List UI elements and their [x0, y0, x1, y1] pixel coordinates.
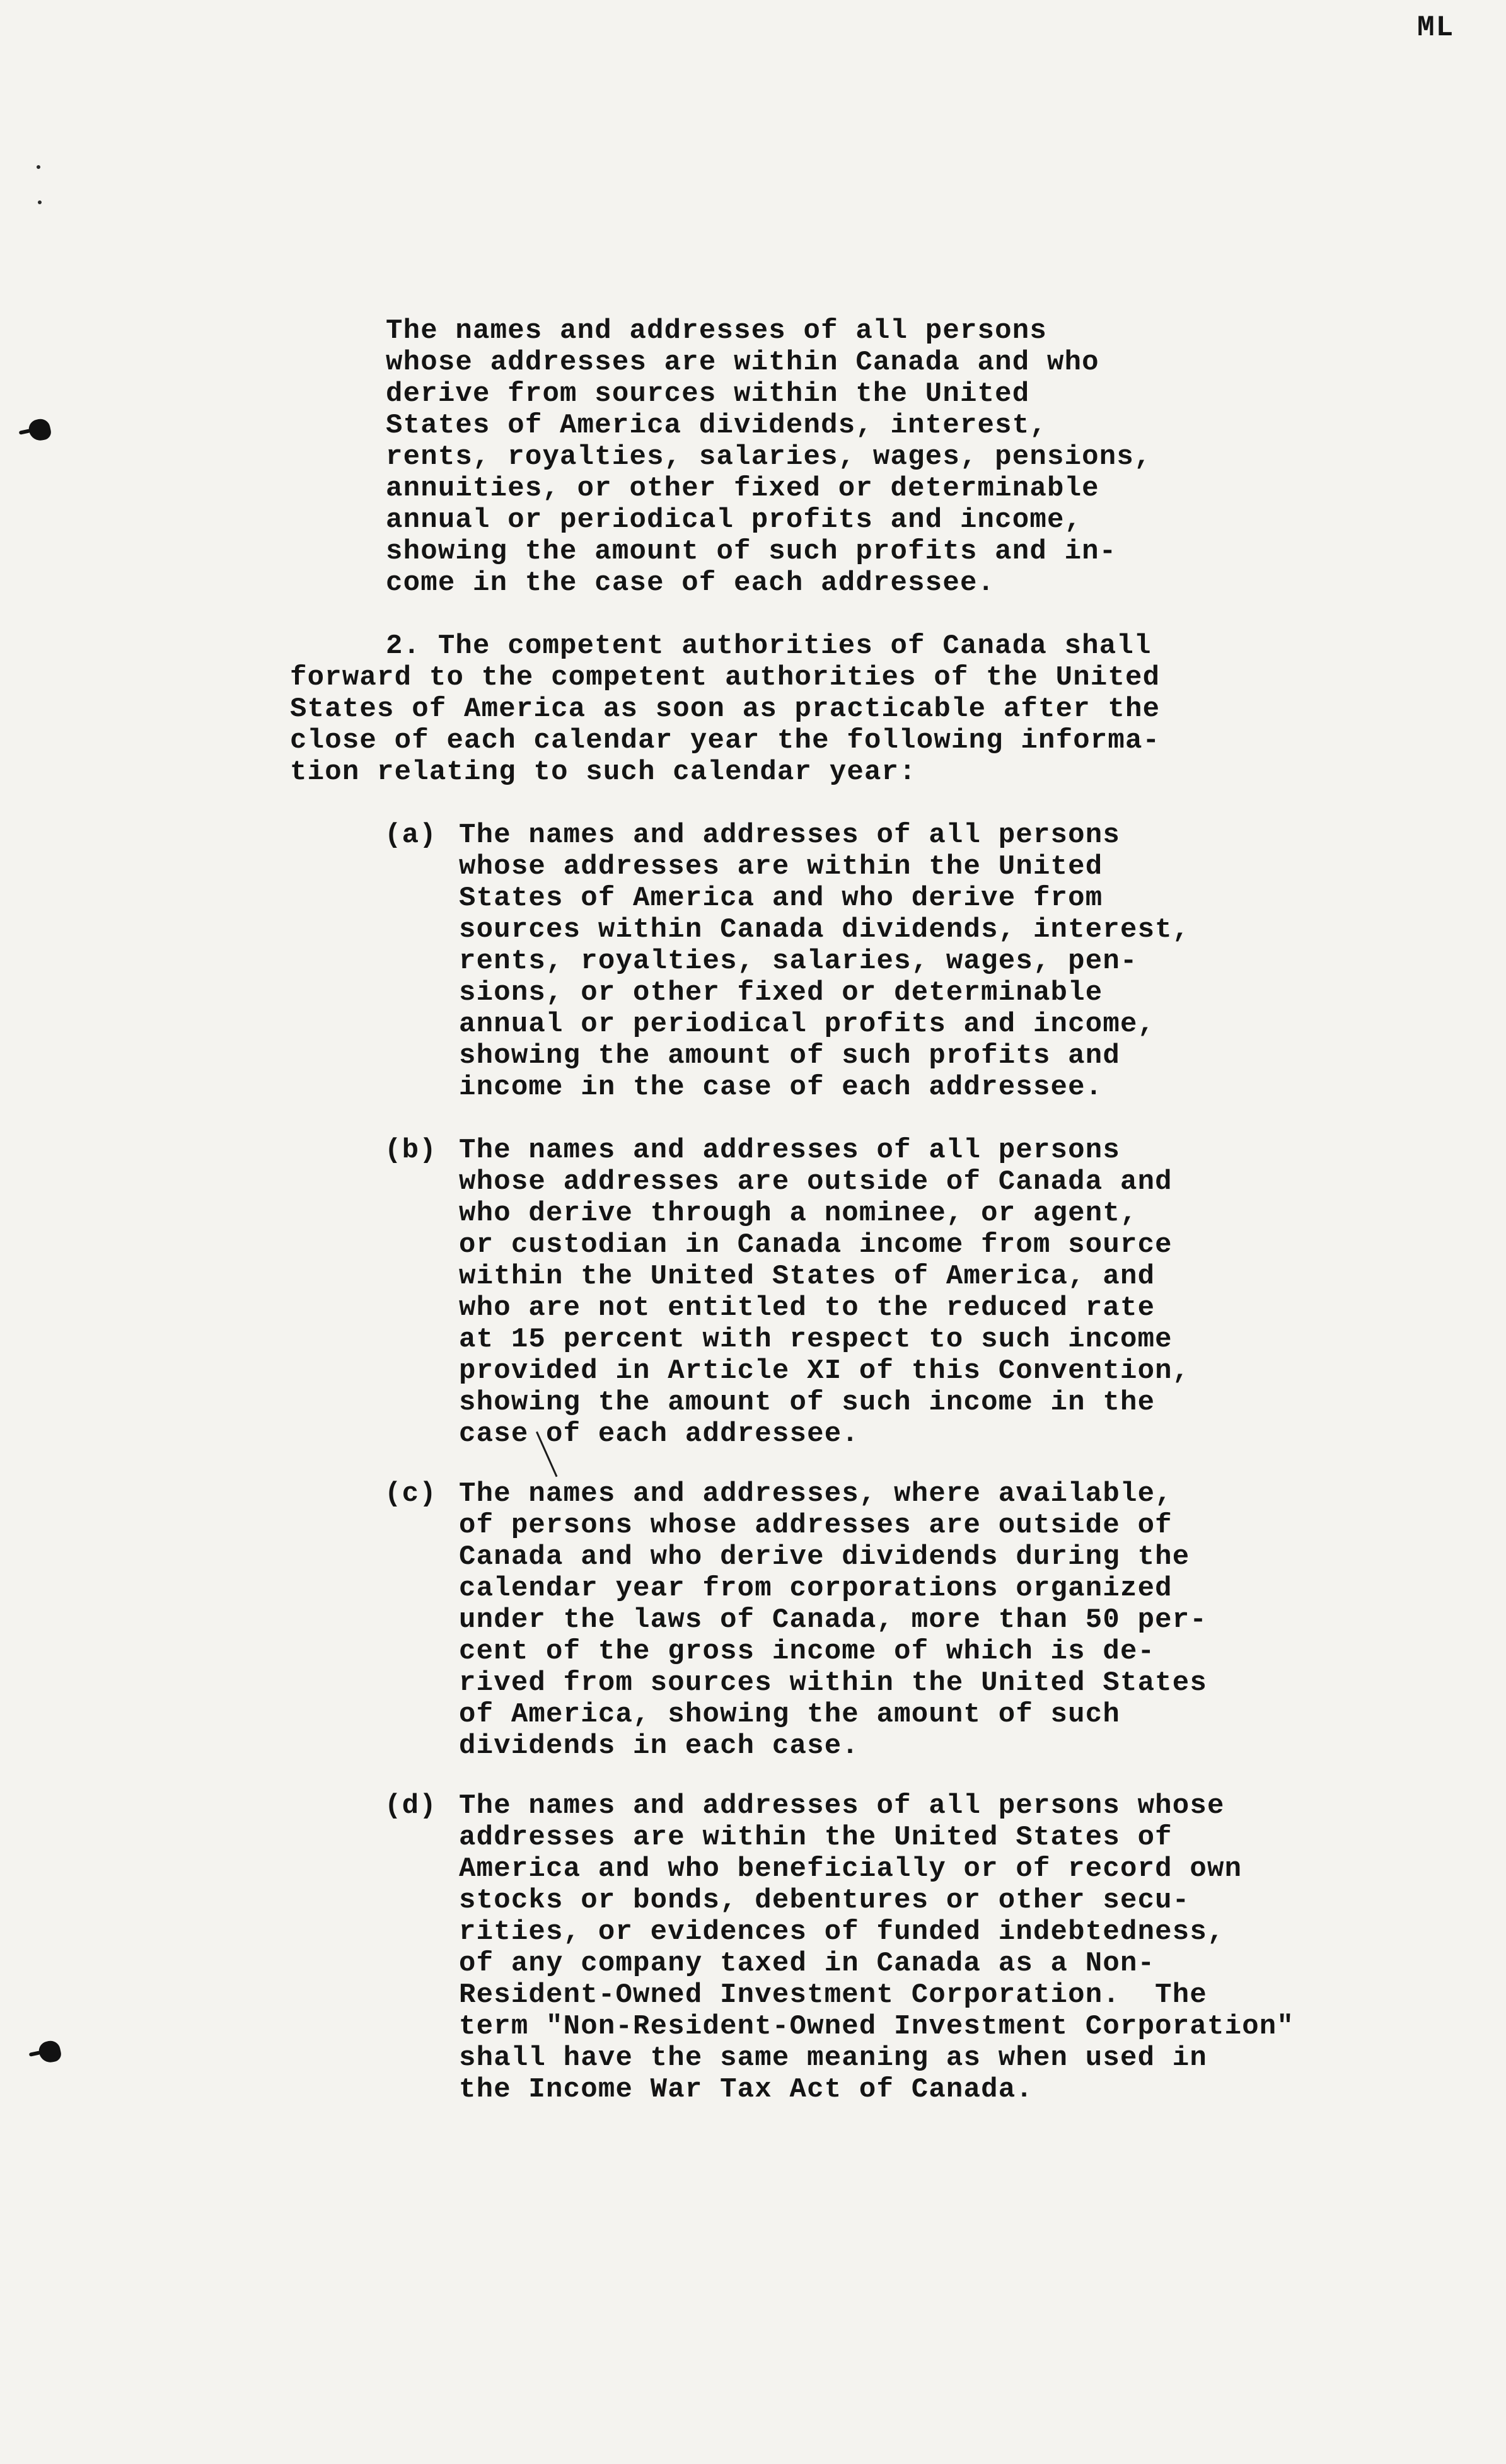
- text-line: within the United States of America, and: [459, 1261, 1156, 1292]
- item-label: (d): [385, 1790, 437, 1822]
- text-line: at 15 percent with respect to such income: [459, 1324, 1173, 1355]
- text-line: showing the amount of such income in the: [459, 1387, 1156, 1418]
- text-line: The names and addresses of all persons whose: [459, 1790, 1225, 1822]
- text-line: income in the case of each addressee.: [459, 1072, 1103, 1103]
- text-line: close of each calendar year the following informa-: [290, 725, 1161, 756]
- text-line: dividends in each case.: [459, 1730, 859, 1762]
- item-label: (b): [385, 1135, 437, 1166]
- text-line: who derive through a nominee, or agent,: [459, 1198, 1138, 1229]
- text-line: Resident-Owned Investment Corporation. The: [459, 1979, 1207, 2011]
- punch-hole-top: [27, 417, 52, 442]
- text-line: Canada and who derive dividends during the: [459, 1541, 1190, 1573]
- text-line: tion relating to such calendar year:: [290, 756, 917, 788]
- text-line: The names and addresses, where available,: [459, 1478, 1173, 1510]
- text-line: shall have the same meaning as when used in: [459, 2042, 1207, 2074]
- item-label: (c): [385, 1478, 437, 1510]
- text-line: of persons whose addresses are outside of: [459, 1510, 1173, 1541]
- text-line: rities, or evidences of funded indebtedness,: [459, 1916, 1225, 1948]
- text-line: The names and addresses of all persons: [459, 1135, 1120, 1166]
- text-line: the Income War Tax Act of Canada.: [459, 2074, 1033, 2105]
- item-label: (a): [385, 819, 437, 851]
- text-line: case of each addressee.: [459, 1418, 859, 1450]
- text-line: annual or periodical profits and income,: [459, 1009, 1156, 1040]
- text-line: The names and addresses of all persons: [386, 315, 1047, 347]
- text-line: sources within Canada dividends, interest,: [459, 914, 1190, 946]
- text-line: whose addresses are within Canada and who: [386, 347, 1099, 378]
- text-line: annuities, or other fixed or determinable: [386, 473, 1099, 504]
- punch-hole-bottom: [37, 2039, 62, 2064]
- text-line: rived from sources within the United States: [459, 1667, 1207, 1699]
- text-line: sions, or other fixed or determinable: [459, 977, 1103, 1009]
- scan-speck: [37, 165, 40, 169]
- text-line: whose addresses are within the United: [459, 851, 1103, 882]
- text-line: showing the amount of such profits and in-: [386, 536, 1117, 567]
- text-line: of America, showing the amount of such: [459, 1699, 1120, 1730]
- text-line: term "Non-Resident-Owned Investment Corporation": [459, 2011, 1295, 2042]
- text-line: States of America and who derive from: [459, 882, 1103, 914]
- text-line: annual or periodical profits and income,: [386, 504, 1082, 536]
- text-line: provided in Article XI of this Convention,: [459, 1355, 1190, 1387]
- text-line: under the laws of Canada, more than 50 per-: [459, 1604, 1207, 1636]
- page-mark: ML: [1417, 11, 1455, 44]
- text-line: 2. The competent authorities of Canada shall: [386, 630, 1152, 662]
- text-line: showing the amount of such profits and: [459, 1040, 1120, 1072]
- scan-speck: [38, 200, 42, 204]
- text-line: come in the case of each addressee.: [386, 567, 995, 599]
- text-line: or custodian in Canada income from source: [459, 1229, 1173, 1261]
- text-line: stocks or bonds, debentures or other secu-: [459, 1885, 1190, 1916]
- text-line: whose addresses are outside of Canada and: [459, 1166, 1173, 1198]
- text-line: forward to the competent authorities of the United: [290, 662, 1161, 693]
- text-line: rents, royalties, salaries, wages, pen-: [459, 946, 1138, 977]
- text-line: The names and addresses of all persons: [459, 819, 1120, 851]
- text-line: who are not entitled to the reduced rate: [459, 1292, 1156, 1324]
- text-line: addresses are within the United States of: [459, 1822, 1173, 1853]
- text-line: States of America dividends, interest,: [386, 410, 1047, 441]
- text-line: derive from sources within the United: [386, 378, 1030, 410]
- text-line: America and who beneficially or of record own: [459, 1853, 1242, 1885]
- text-line: rents, royalties, salaries, wages, pensions,: [386, 441, 1152, 473]
- text-line: cent of the gross income of which is de-: [459, 1636, 1156, 1667]
- text-line: of any company taxed in Canada as a Non-: [459, 1948, 1156, 1979]
- text-line: States of America as soon as practicable after the: [290, 693, 1161, 725]
- text-line: calendar year from corporations organized: [459, 1573, 1173, 1604]
